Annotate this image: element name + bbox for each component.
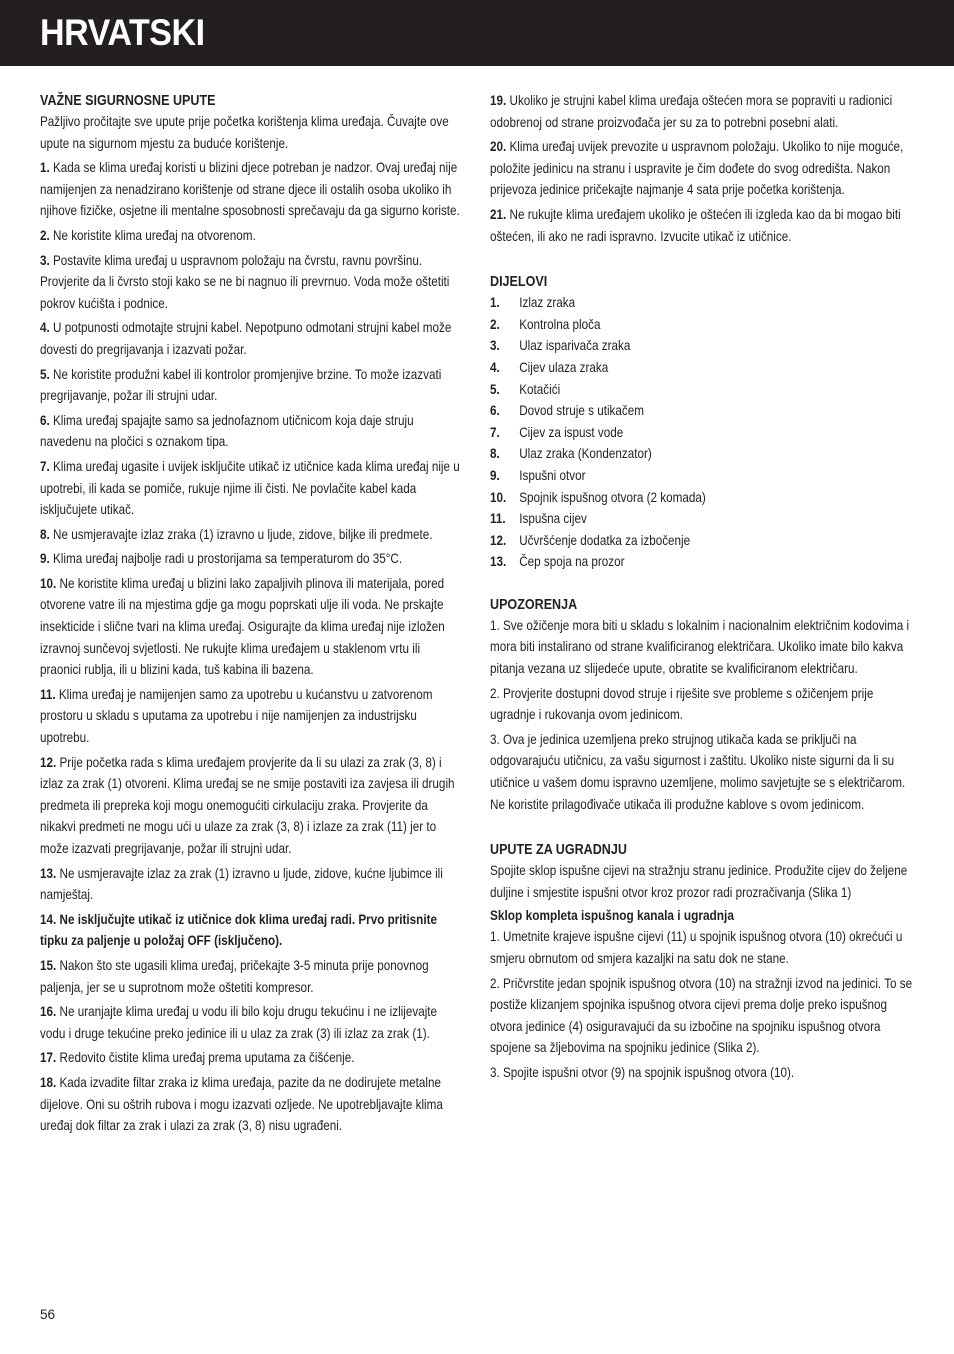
parts-list-item xyxy=(490,357,916,379)
safety-item-text: Klima uređaj je namijenjen samo za upotrebu u kućanstvu u zatvorenom prostoru u skladu s uputama za upotrebu i nije namijenjen za industrijsku upotrebu. xyxy=(40,686,433,746)
safety-item-number: 16. xyxy=(40,1004,57,1020)
install-steps xyxy=(490,926,916,1083)
safety-item-number: 9. xyxy=(40,551,50,567)
parts-item-number: 4. xyxy=(490,359,500,375)
safety-list-left xyxy=(40,157,464,1137)
safety-item xyxy=(40,225,464,247)
safety-item-number: 6. xyxy=(40,412,50,428)
safety-item-text: Klima uređaj ugasite i uvijek isključite utikač iz utičnice kada klima uređaj nije u upotrebi, ili kada se pomiče, rukuje njime ili čisti. Ne povlačite kabel kada isključujete utikač. xyxy=(40,458,460,518)
install-intro: Spojite sklop ispušne cijevi na stražnju stranu jedinice. Produžite cijev do željene duljine i smjestite ispušni otvor kroz prozor radi prozračivanja (Slika 1) xyxy=(490,863,908,900)
parts-list-item xyxy=(490,422,916,444)
warnings-list xyxy=(490,615,916,815)
safety-item-text: U potpunosti odmotajte strujni kabel. Nepotpuno odmotani strujni kabel može dovesti do pregrijavanja i izazvati požar. xyxy=(40,320,452,357)
parts-item-label: Učvršćenje dodatka za izbočenje xyxy=(519,532,691,548)
safety-item xyxy=(40,1072,464,1137)
parts-item-number: 13. xyxy=(490,554,507,570)
language-header-bar xyxy=(0,0,954,66)
safety-item xyxy=(40,863,464,906)
warning-item: 1. Sve ožičenje mora biti u skladu s lokalnim i nacionalnim električnim kodovima i mora biti instalirano od strane kvalificiranog električara. Ukoliko imate bilo kakva pitanja vezana uz slijedeće upute, obratite se kvalificiranom električaru. xyxy=(490,617,910,677)
safety-item-number: 10. xyxy=(40,575,57,591)
safety-item xyxy=(40,157,464,222)
parts-list-item xyxy=(490,487,916,509)
parts-item-number: 11. xyxy=(490,511,506,527)
install-step: 2. Pričvrstite jedan spojnik ispušnog otvora (10) na stražnji izvod na jedinici. To se postiže klizanjem spojnika ispušnog otvora cijevi prema dolje preko ispušnog otvora jedinice (4) osiguravajući da su izbočine na spojniku ispušnog otvora spojene sa žljebovima na spojniku jedinice (Slika 2). xyxy=(490,975,913,1056)
parts-item-number: 8. xyxy=(490,446,500,462)
parts-item-number: 9. xyxy=(490,467,500,483)
safety-item-text: Ne uranjajte klima uređaj u vodu ili bilo koju drugu tekućinu i ne izlijevajte vodu i druge tekućine preko jedinice ili u ulaz za zrak (3) ili izlaz za zrak (1). xyxy=(40,1004,438,1041)
parts-list-item xyxy=(490,400,916,422)
parts-item-label: Kontrolna ploča xyxy=(519,316,601,332)
safety-item-number: 14. xyxy=(40,911,57,927)
parts-list-item xyxy=(490,292,916,314)
parts-item-label: Kotačići xyxy=(519,381,561,397)
parts-item-number: 12. xyxy=(490,532,507,548)
parts-item-number: 6. xyxy=(490,403,500,419)
parts-list-item xyxy=(490,508,916,530)
safety-item xyxy=(40,1001,464,1044)
safety-item-number: 4. xyxy=(40,320,50,336)
left-column xyxy=(40,91,464,1140)
safety-item-text: Postavite klima uređaj u uspravnom položaju na čvrstu, ravnu površinu. Provjerite da li čvrsto stoji kako se ne bi nagnuo ili prevrnuo. Voda može oštetiti pokrov kućišta i podnice. xyxy=(40,252,450,311)
parts-item-label: Ispušni otvor xyxy=(519,467,586,483)
parts-list-item xyxy=(490,335,916,357)
parts-list-item xyxy=(490,379,916,401)
parts-item-number: 10. xyxy=(490,489,507,505)
parts-item-label: Spojnik ispušnog otvora (2 komada) xyxy=(519,489,706,505)
safety-item-text: Nakon što ste ugasili klima uređaj, pričekajte 3-5 minuta prije ponovnog paljenja, jer se u suprotnom može oštetiti kompresor. xyxy=(40,957,429,995)
parts-list-item xyxy=(490,551,916,573)
safety-item-number: 13. xyxy=(40,865,57,881)
parts-list-item xyxy=(490,314,916,336)
safety-item xyxy=(40,955,464,998)
right-column xyxy=(490,90,916,1087)
warnings-section-title: UPOZORENJA xyxy=(490,596,578,613)
safety-item-number: 20. xyxy=(490,139,507,155)
warning-item: 2. Provjerite dostupni dovod struje i riješite sve probleme s ožičenjem prije ugradnje i rukovanja ovom jedinicom. xyxy=(490,685,874,723)
parts-item-label: Cijev ulaza zraka xyxy=(519,359,609,375)
parts-section-title: DIJELOVI xyxy=(490,274,548,291)
safety-item xyxy=(40,410,464,453)
safety-item-number: 12. xyxy=(40,754,57,770)
install-step: 3. Spojite ispušni otvor (9) na spojnik ispušnog otvora (10). xyxy=(490,1064,795,1080)
safety-item-text: Ukoliko je strujni kabel klima uređaja oštećen mora se popraviti u radionici odobrenoj od strane proizvođača jer su za to potrebni posebni alati. xyxy=(490,93,893,130)
install-step: 1. Umetnite krajeve ispušne cijevi (11) u spojnik ispušnog otvora (10) okrećući u smjeru obrnutom od smjera kazaljki na satu dok ne stane. xyxy=(490,929,903,966)
safety-item xyxy=(40,684,464,749)
parts-item-number: 7. xyxy=(490,424,500,440)
safety-item xyxy=(40,909,464,952)
safety-item xyxy=(40,524,464,546)
safety-item-text: Ne isključujte utikač iz utičnice dok klima uređaj radi. Prvo pritisnite tipku za paljenje u položaj OFF (isključeno). xyxy=(40,911,437,949)
safety-item-text: Klima uređaj uvijek prevozite u uspravnom položaju. Ukoliko to nije moguće, položite jedinicu na stranu i uspravite je čim dođete do svog odredišta. Nakon prijevoza jedinice pričekajte najmanje 4 sata prije početka korištenja. xyxy=(490,139,904,198)
safety-item-number: 17. xyxy=(40,1050,57,1066)
parts-list-item xyxy=(490,530,916,552)
safety-item-number: 7. xyxy=(40,458,50,474)
safety-item xyxy=(40,752,464,860)
parts-list-item xyxy=(490,443,916,465)
safety-item-text: Ne usmjeravajte izlaz za zrak (1) izravno u ljude, zidove, kućne ljubimce ili namještaj. xyxy=(40,865,443,903)
parts-item-number: 5. xyxy=(490,381,500,397)
parts-item-number: 1. xyxy=(490,295,500,311)
safety-item-number: 15. xyxy=(40,957,57,973)
parts-item-number: 3. xyxy=(490,338,500,354)
page-number: 56 xyxy=(40,1307,56,1322)
safety-item-text: Ne rukujte klima uređajem ukoliko je oštećen ili izgleda kao da bi mogao biti oštećen, ili ako ne radi ispravno. Izvucite utikač iz utičnice. xyxy=(490,206,901,244)
safety-item xyxy=(40,250,464,315)
safety-list-right xyxy=(490,90,916,247)
install-section-title: UPUTE ZA UGRADNJU xyxy=(490,842,627,859)
safety-item-text: Kada se klima uređaj koristi u blizini djece potreban je nadzor. Ovaj uređaj nije namijenjen za nenadzirano korištenje od strane djece ili ostalih osoba ukoliko ih njihove fizičke, osjetne ili mentalne sposobnosti sprečavaju da ga sigurno koriste. xyxy=(40,160,460,219)
parts-item-label: Izlaz zraka xyxy=(519,295,576,311)
parts-item-label: Ispušna cijev xyxy=(519,511,587,527)
safety-item-text: Prije početka rada s klima uređajem provjerite da li su ulazi za zrak (3, 8) i izlaz za zrak (1) otvoreni. Klima uređaj se ne smije postaviti iza zavjesa ili drugih predmeta ili prepreka koji mogu onemogućiti cirkulaciju zraka. Provjerite da nikakvi predmeti ne mogu ući u ulaze za zrak (3, 8) i izlaze za zrak (11) jer to može izazvati pregrijavanje, požar ili strujni udar. xyxy=(40,754,455,856)
safety-item-text: Ne koristite klima uređaj u blizini lako zapaljivih plinova ili materijala, pored otvorene vatre ili na mjestima gdje ga mogu poprskati ulje ili voda. Ne prskajte insekticide i slične tvari na klima uređaj. Osigurajte da klima uređaj nije izložen izravnoj sunčevoj svjetlosti. Ne rukujte klima uređajem u staklenom vrtu ili praonici rublja, ili u blizini kada, tuš kabina ili bazena. xyxy=(40,575,445,678)
safety-item-number: 3. xyxy=(40,252,50,268)
safety-item-number: 2. xyxy=(40,227,50,243)
parts-list-item xyxy=(490,465,916,487)
safety-item xyxy=(40,1047,464,1069)
safety-item xyxy=(40,364,464,407)
install-subtitle: Sklop kompleta ispušnog kanala i ugradnja xyxy=(490,908,734,924)
parts-item-number: 2. xyxy=(490,316,500,332)
safety-item-number: 19. xyxy=(490,93,507,108)
parts-item-label: Ulaz zraka (Kondenzator) xyxy=(519,446,652,462)
safety-intro: Pažljivo pročitajte sve upute prije početka korištenja klima uređaja. Čuvajte ove upute na sigurnom mjestu za buduće korištenje. xyxy=(40,114,449,151)
safety-item xyxy=(40,548,464,570)
safety-item xyxy=(490,90,916,133)
safety-item-text: Redovito čistite klima uređaj prema uputama za čišćenje. xyxy=(56,1050,355,1066)
parts-item-label: Čep spoja na prozor xyxy=(519,554,625,570)
safety-item-text: Klima uređaj najbolje radi u prostorijama sa temperaturom do 35°C. xyxy=(49,551,403,567)
safety-item xyxy=(490,204,916,247)
safety-item-text: Kada izvadite filtar zraka iz klima uređaja, pazite da ne dodirujete metalne dijelove. Oni su oštrih rubova i mogu izazvati ozljede. Ne upotrebljavajte klima uređaj dok filtar za zrak i ulazi za zrak (3, 8) nisu ugrađeni. xyxy=(40,1074,443,1134)
parts-list xyxy=(490,292,916,573)
warning-item: 3. Ova je jedinica uzemljena preko strujnog utikača kada se priključi na odgovarajuću utičnicu, za vašu sigurnost i zaštitu. Ukoliko niste sigurni da li su utičnice u vašem domu ispravno uzemljene, molimo savjetujte se s električarom. Ne koristite prilagođivače utikača ili produžne kablove s ovom jedinicom. xyxy=(490,731,906,812)
safety-item-number: 1. xyxy=(40,160,50,176)
safety-item xyxy=(40,456,464,521)
safety-section-title: VAŽNE SIGURNOSNE UPUTE xyxy=(40,93,216,109)
safety-item-number: 18. xyxy=(40,1074,57,1090)
safety-item xyxy=(40,317,464,360)
safety-item-number: 8. xyxy=(40,526,50,542)
safety-item-number: 5. xyxy=(40,366,50,382)
safety-item xyxy=(40,573,464,681)
language-title: HRVATSKI xyxy=(40,12,205,53)
safety-item-text: Ne usmjeravajte izlaz zraka (1) izravno u ljude, zidove, biljke ili predmete. xyxy=(49,526,433,542)
safety-item-text: Ne koristite klima uređaj na otvorenom. xyxy=(49,227,256,243)
safety-item-text: Klima uređaj spajajte samo sa jednofaznom utičnicom koja daje struju navedenu na pločici s oznakom tipa. xyxy=(40,412,414,450)
parts-item-label: Cijev za ispust vode xyxy=(519,424,624,440)
safety-item-number: 21. xyxy=(490,206,507,222)
safety-item-number: 11. xyxy=(40,686,56,702)
safety-item xyxy=(490,136,916,201)
parts-item-label: Ulaz isparivača zraka xyxy=(519,338,631,354)
safety-item-text: Ne koristite produžni kabel ili kontrolor promjenjive brzine. To može izazvati pregrijavanje, požar ili strujni udar. xyxy=(40,366,442,404)
parts-item-label: Dovod struje s utikačem xyxy=(519,403,644,419)
